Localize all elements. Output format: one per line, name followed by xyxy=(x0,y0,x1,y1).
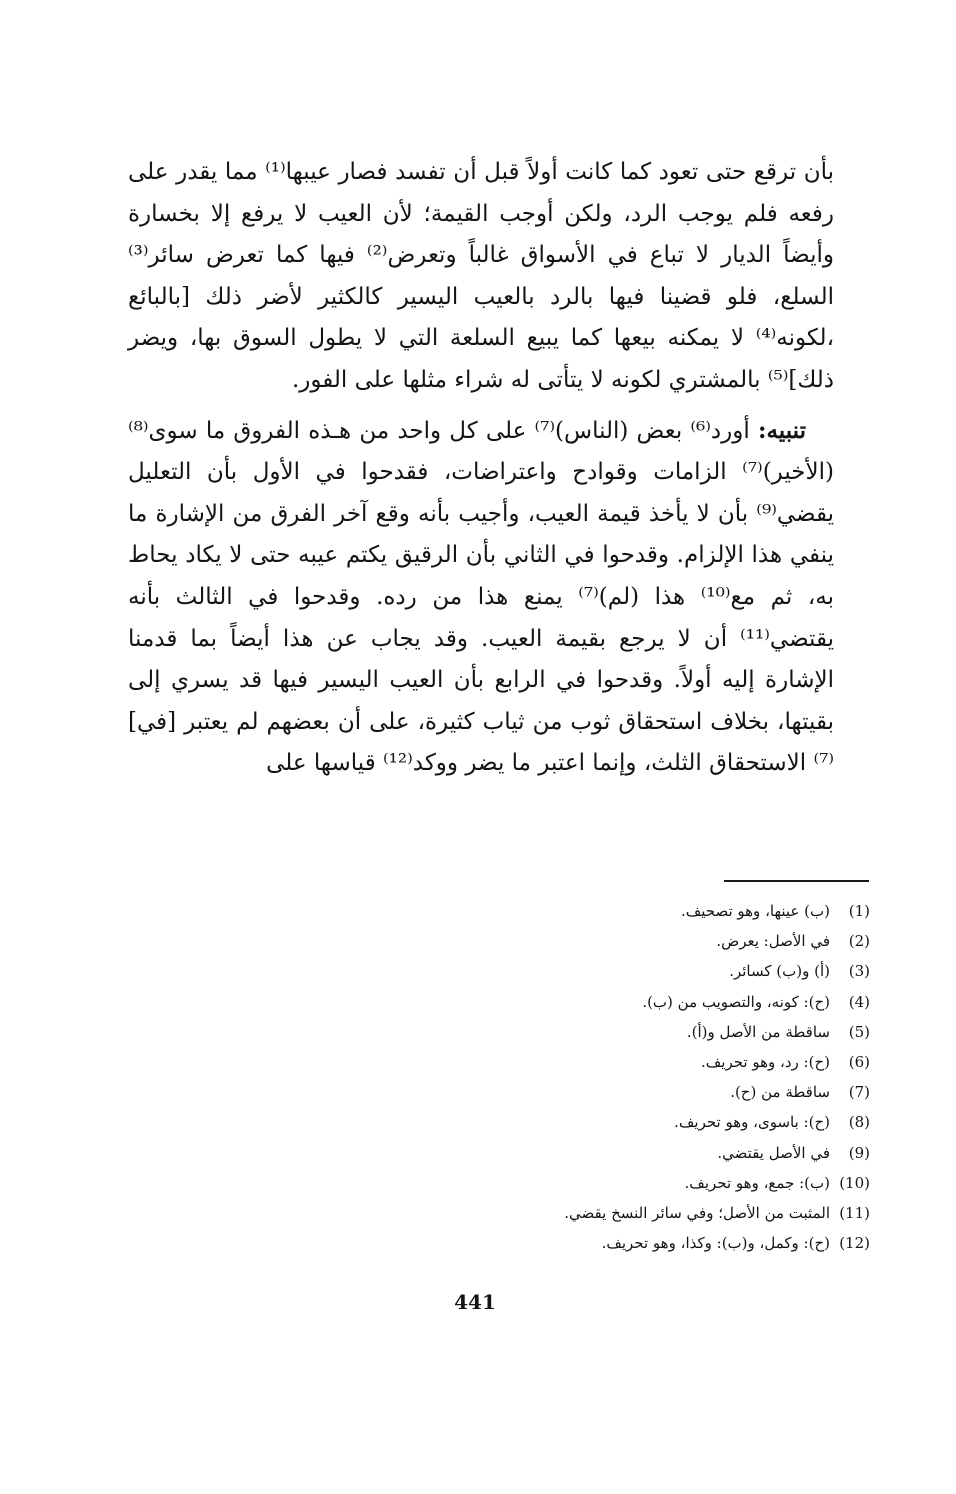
footnote-text: (ب) عينها، وهو تصحيف. xyxy=(680,902,830,920)
paragraph-2-body: أورد⁽⁶⁾ بعض (الناس)⁽⁷⁾ على كل واحد من هـذه الفروق ما سوى⁽⁸⁾ (الأخير)⁽⁷⁾ الزامات وقوادح واعتراضات، فقدحوا في الأول بأن التعليل يقضي⁽⁹⁾ بأن لا يأخذ قيمة العيب، وأجيب بأنه وقع آخر الفرق من الإشارة ما ينفي هذا الإلزام. وقدحوا في الثاني بأن الرقيق يكتم عيبه حتى لا يكاد يحاط به، ثم مع⁽¹⁰⁾ هذا (لم)⁽⁷⁾ يمنع هذا من رده. وقدحوا في الثالث بأنه يقتضي⁽¹¹⁾ أن لا يرجع بقيمة العيب. وقد يجاب عن هذا أيضاً بما قدمنا الإشارة إليه أولاً. وقدحوا في الرابع بأن العيب اليسير فيها قد يسري إلى بقيتها، بخلاف استحقاق ثوب من ثياب كثيرة، على أن بعضهم لم يعتبر [في]⁽⁷⁾ الاستحقاق الثلث، وإنما اعتبر ما يضر ووكد⁽¹²⁾ قياسها على xyxy=(128,417,834,777)
footnote-text: (ح): وكمل، و(ب): وكذا، وهو تحريف. xyxy=(601,1234,830,1253)
footnote-number: (9) xyxy=(848,1143,870,1162)
footnote-number: (7) xyxy=(848,1083,870,1102)
footnote-text: ساقطة من الأصل و(أ). xyxy=(686,1022,830,1041)
footnote-item xyxy=(440,987,870,1017)
page-number: 441 xyxy=(454,1290,496,1314)
footnote-text: (أ) و(ب) كسائر. xyxy=(729,962,830,981)
footnote-number: (11) xyxy=(839,1204,870,1223)
footnote-number: (10) xyxy=(839,1173,870,1192)
footnote-number: (5) xyxy=(848,1022,870,1041)
paragraph-2-lead-word: تنبيه: xyxy=(757,416,806,444)
footnote-text: (ب): جمع، وهو تحريف. xyxy=(684,1173,830,1192)
footnote-item xyxy=(440,1198,870,1228)
footnote-number: (3) xyxy=(848,962,870,981)
footnote-text: المثبت من الأصل؛ وفي سائر النسخ يقضي. xyxy=(564,1204,830,1223)
footnote-item xyxy=(440,1017,870,1047)
paragraph-1: بأن ترقع حتى تعود كما كانت أولاً قبل أن تفسد فصار عيبها⁽¹⁾ مما يقدر على رفعه فلم يوجب الرد، ولكن أوجب القيمة؛ لأن العيب لا يرفع إلا بخسارة وأيضاً الديار لا تباع في الأسواق غالباً وتعرض⁽²⁾ فيها كما تعرض سائر⁽³⁾ السلع، فلو قضينا فيها بالرد بالعيب اليسير كالكثير لأضر ذلك [بالبائع ،لكونه⁽⁴⁾ لا يمكنه بيعها كما يبيع السلعة التي لا يطول السوق بها، ويضر ذلك]⁽⁵⁾ بالمشتري لكونه لا يتأتى له شراء مثلها على الفور. xyxy=(128,159,834,393)
footnote-text: ساقطة من (ح). xyxy=(730,1083,830,1102)
footnote-item xyxy=(440,896,870,926)
footnote-item xyxy=(440,1138,870,1168)
footnote-number: (8) xyxy=(848,1113,870,1132)
footnote-text: في الأصل: يعرض. xyxy=(716,932,830,951)
footnote-separator xyxy=(724,880,869,882)
footnote-number: (6) xyxy=(848,1053,870,1072)
footnotes-list xyxy=(440,896,870,1258)
footnote-number: (1) xyxy=(848,902,870,920)
footnote-item xyxy=(440,1107,870,1137)
footnote-item xyxy=(440,1168,870,1198)
footnote-text: (ح): رد، وهو تحريف. xyxy=(700,1053,830,1072)
footnote-text: (ح): باسوى، وهو تحريف. xyxy=(674,1113,830,1132)
footnote-number: (12) xyxy=(839,1234,870,1253)
main-text-block xyxy=(128,152,834,785)
paragraph-2 xyxy=(128,410,834,785)
footnote-number: (4) xyxy=(848,992,870,1011)
footnote-item xyxy=(440,1077,870,1107)
footnote-number: (2) xyxy=(848,932,870,951)
footnote-text: (ح): كونه، والتصويب من (ب). xyxy=(642,992,830,1011)
footnote-text: في الأصل يقتضي. xyxy=(717,1143,830,1162)
footnote-item xyxy=(440,1047,870,1077)
footnote-item xyxy=(440,1228,870,1258)
footnote-item xyxy=(440,926,870,956)
footnote-item xyxy=(440,956,870,986)
